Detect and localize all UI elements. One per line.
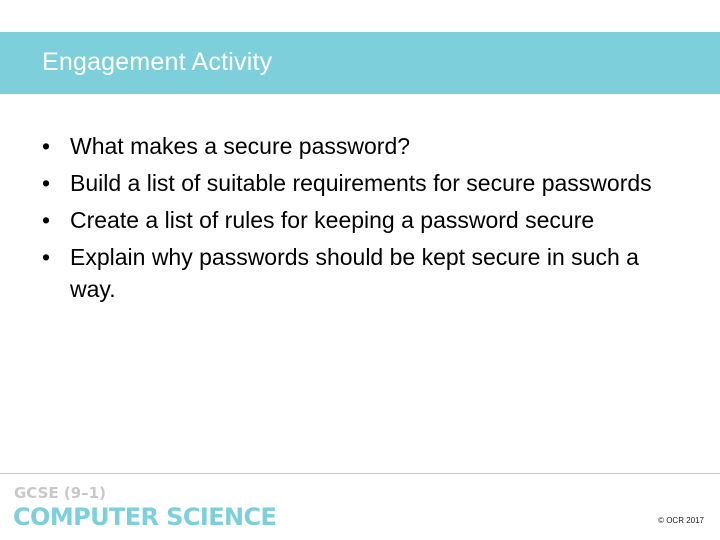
subject-logo-text: COMPUTER SCIENCE [13,503,277,531]
bullet-list [42,130,682,310]
bullet-text: Create a list of rules for keeping a password secure [70,207,595,233]
footer-divider [0,473,720,474]
bullet-marker: • [42,170,51,196]
bullet-marker: • [42,207,51,233]
bullet-marker: • [42,133,51,159]
bullet-text: Explain why passwords should be kept secure in such a way. [70,244,639,302]
bullet-item [42,204,682,236]
bullet-item [42,241,682,305]
slide-title: Engagement Activity [42,48,273,76]
bullet-item [42,167,682,199]
bullet-text: What makes a secure password? [70,133,411,159]
qualification-label: GCSE (9–1) [14,484,106,502]
bullet-text: Build a list of suitable requirements for secure passwords [70,170,652,196]
bullet-item [42,130,682,162]
bullet-marker: • [42,244,51,270]
copyright-notice: © OCR 2017 [658,516,704,525]
